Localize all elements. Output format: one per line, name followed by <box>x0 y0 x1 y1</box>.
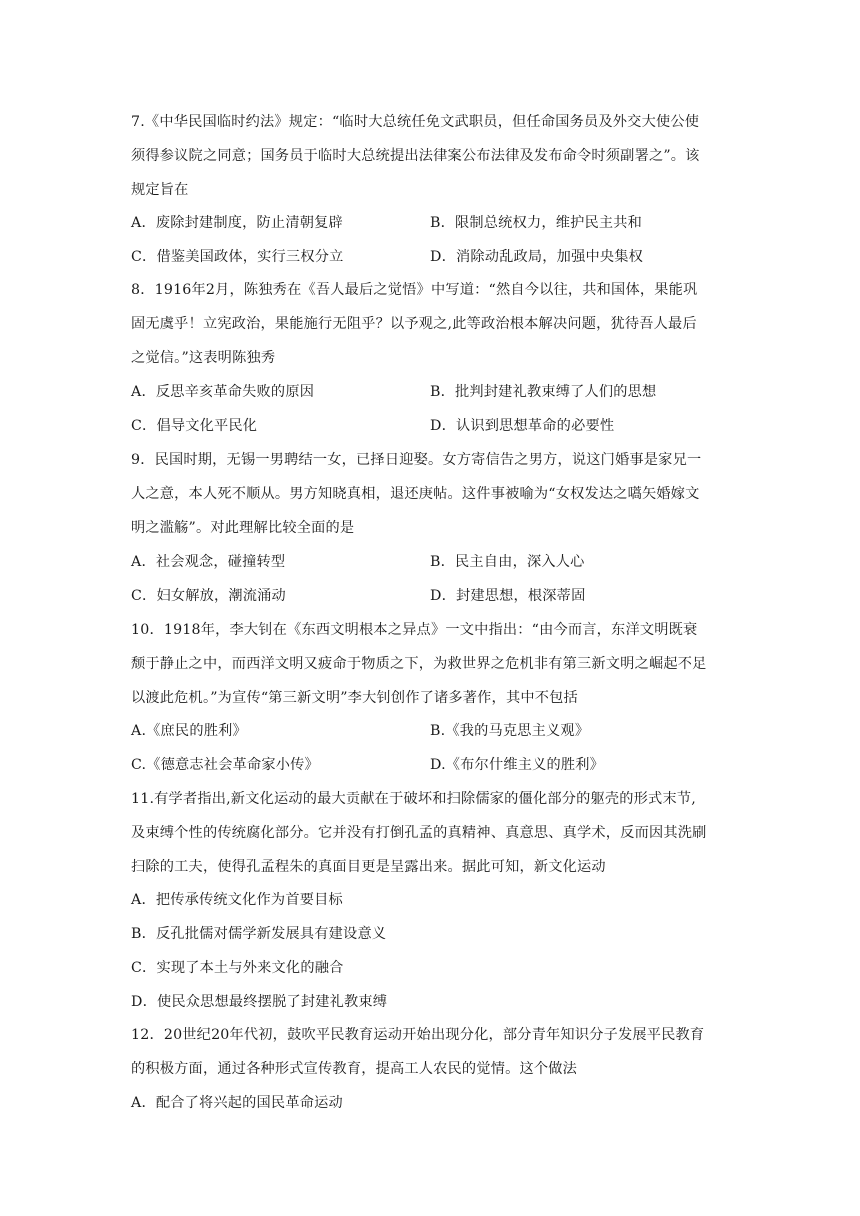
q12-stem-line-2: 的积极方面，通过各种形式宣传教育，提高工人农民的觉情。这个做法 <box>131 1061 578 1077</box>
q8-option-d: D．认识到思想革命的必要性 <box>430 418 615 434</box>
q8-option-b: B．批判封建礼教束缚了人们的思想 <box>430 384 657 400</box>
q10-option-b: B.《我的马克思主义观》 <box>430 723 590 739</box>
q10-stem-line-1: 10．1918年，李大钊在《东西文明根本之异点》一文中指出：“由今而言，东洋文明既衰 <box>131 622 698 638</box>
q7-stem-line-3: 规定旨在 <box>131 182 189 198</box>
q9-option-d: D．封建思想，根深蒂固 <box>430 588 586 604</box>
q9-option-a: A．社会观念，碰撞转型 <box>131 554 286 570</box>
q9-stem-line-2: 人之意，本人死不顺从。男方知晓真相，退还庚帖。这件事被喻为“女权发达之嚆矢婚嫁文 <box>131 486 700 502</box>
q12-option-a: A．配合了将兴起的国民革命运动 <box>131 1095 343 1111</box>
q11-stem-line-3: 扫除的工夫，使得孔孟程朱的真面目更是呈露出来。据此可知，新文化运动 <box>131 859 606 875</box>
q9-stem-line-1: 9．民国时期，无锡一男聘结一女，已择日迎娶。女方寄信告之男方，说这门婚事是家兄一 <box>131 452 702 468</box>
q11-stem-line-2: 及束缚个性的传统腐化部分。它并没有打倒孔孟的真精神、真意思、真学术，反而因其洗刷 <box>131 825 707 841</box>
q7-stem-line-1: 7.《中华民国临时约法》规定：“临时大总统任免文武职员，但任命国务员及外交大使公使 <box>131 114 700 130</box>
q8-option-a: A．反思辛亥革命失败的原因 <box>131 384 315 400</box>
q11-option-a: A．把传承传统文化作为首要目标 <box>131 892 343 908</box>
q8-option-c: C．倡导文化平民化 <box>131 418 258 434</box>
q8-stem-line-2: 固无虞乎！立宪政治，果能施行无阻乎？以予观之,此等政治根本解决问题，犹待吾人最后 <box>131 316 697 332</box>
q7-option-c: C．借鉴美国政体，实行三权分立 <box>131 249 344 265</box>
q7-option-a: A．废除封建制度，防止清朝复辟 <box>131 215 343 231</box>
q8-stem-line-1: 8．1916年2月，陈独秀在《吾人最后之觉悟》中写道：“然自今以往，共和国体，果能巩 <box>131 282 698 298</box>
q10-option-a: A.《庶民的胜利》 <box>131 723 247 739</box>
q10-stem-line-2: 颓于静止之中，而西洋文明又疲命于物质之下，为救世界之危机非有第三新文明之崛起不足 <box>131 656 707 672</box>
q9-option-b: B．民主自由，深入人心 <box>430 554 585 570</box>
q11-stem-line-1: 11.有学者指出,新文化运动的最大贡献在于破坏和扫除儒家的僵化部分的躯壳的形式末节, <box>131 791 696 807</box>
q7-stem-line-2: 须得参议院之同意；国务员于临时大总统提出法律案公布法律及发布命令时须副署之”。该 <box>131 148 700 164</box>
q10-option-d: D.《布尔什维主义的胜利》 <box>430 757 605 773</box>
q11-option-c: C．实现了本土与外来文化的融合 <box>131 960 344 976</box>
q12-stem-line-1: 12．20世纪20年代初，鼓吹平民教育运动开始出现分化，部分青年知识分子发展平民教育 <box>131 1027 705 1043</box>
q7-option-b: B．限制总统权力，维护民主共和 <box>430 215 643 231</box>
q9-option-c: C．妇女解放，潮流涌动 <box>131 588 286 604</box>
q8-stem-line-3: 之觉信。”这表明陈独秀 <box>131 350 276 366</box>
q9-stem-line-3: 明之滥觞”。对此理解比较全面的是 <box>131 520 355 536</box>
q7-option-d: D．消除动乱政局，加强中央集权 <box>430 249 644 265</box>
q10-option-c: C.《德意志社会革命家小传》 <box>131 757 319 773</box>
q10-stem-line-3: 以渡此危机。”为宣传“第三新文明”李大钊创作了诸多著作，其中不包括 <box>131 690 578 706</box>
q11-option-b: B．反孔批儒对儒学新发展具有建设意义 <box>131 926 387 942</box>
q11-option-d: D．使民众思想最终摆脱了封建礼教束缚 <box>131 994 388 1010</box>
